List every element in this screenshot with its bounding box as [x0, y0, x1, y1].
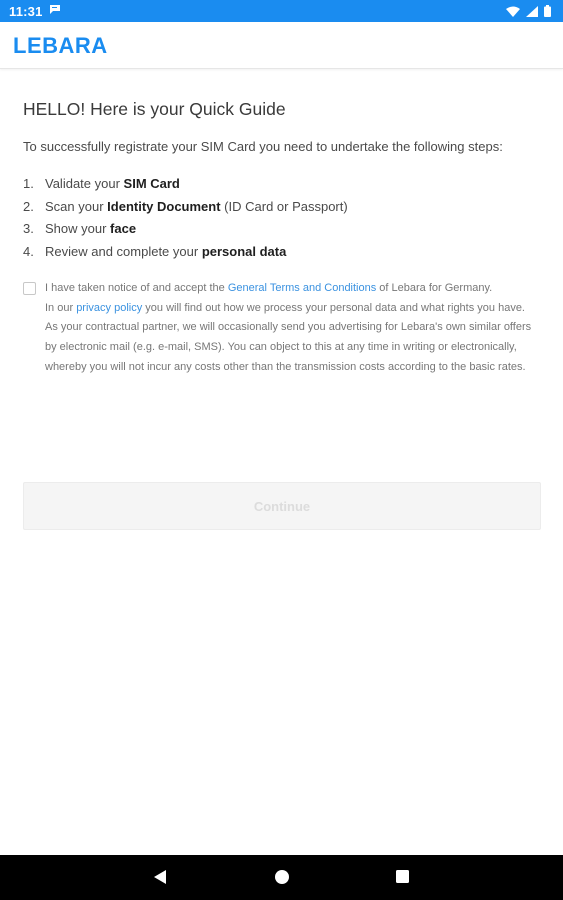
app-bar: [0, 22, 563, 69]
consent-section: [23, 279, 541, 378]
step-bold: personal data: [201, 243, 287, 259]
terms-link[interactable]: General Terms and Conditions: [227, 282, 377, 294]
steps-list: [23, 173, 541, 263]
status-right: [506, 5, 551, 17]
nav-bar: [0, 855, 563, 900]
signal-icon: [526, 6, 538, 17]
step-text: Review and complete your: [45, 243, 202, 259]
page-title: HELLO! Here is your Quick Guide: [23, 99, 286, 119]
home-icon[interactable]: [274, 869, 290, 890]
step-bold: SIM Card: [123, 176, 180, 191]
continue-button[interactable]: Continue: [23, 482, 541, 530]
step-number: 3.: [23, 221, 34, 236]
step-bold: Identity Document: [107, 198, 221, 214]
consent-part3: As your contractual partner, we will occasionally send you advertising for Lebara's own similar offers by electronic mail (e.g. e-mail, SMS). You can object to this at any time in writing or electronically, whereby you will not incur any costs other than the transmission costs according to the basic rates.: [45, 321, 532, 373]
status-left: [9, 2, 61, 20]
intro-text: To successfully registrate your SIM Card you need to undertake the following steps:: [23, 139, 503, 154]
step-text: Scan your: [45, 198, 108, 214]
back-icon[interactable]: [153, 869, 167, 890]
consent-text: [45, 279, 541, 378]
status-bar: [0, 0, 563, 22]
step-item: [23, 196, 541, 219]
step-number: 1.: [23, 176, 34, 191]
consent-part1: I have taken notice of and accept the: [45, 282, 228, 294]
step-item: [23, 173, 541, 196]
status-time: 11:31: [9, 3, 43, 19]
step-text-after: (ID Card or Passport): [220, 198, 348, 214]
step-item: [23, 241, 541, 264]
quick-guide: [23, 98, 541, 378]
lebara-logo: LEBARA: [13, 33, 108, 58]
step-text: Validate your: [45, 176, 124, 191]
terms-checkbox[interactable]: [23, 282, 36, 295]
recents-icon[interactable]: [395, 869, 410, 889]
consent-part1-after: of Lebara for Germany.: [376, 282, 493, 294]
privacy-policy-link[interactable]: privacy policy: [76, 301, 143, 314]
step-number: 2.: [23, 198, 34, 214]
battery-icon: [544, 5, 551, 17]
step-item: [23, 218, 541, 241]
message-icon: [49, 2, 61, 20]
step-bold: face: [110, 221, 137, 236]
step-number: 4.: [23, 243, 34, 259]
step-text: Show your: [45, 221, 111, 236]
consent-part2-after: you will find out how we process your personal data and what rights you have.: [142, 301, 525, 314]
consent-part2: In our: [45, 301, 77, 314]
wifi-icon: [506, 6, 520, 17]
